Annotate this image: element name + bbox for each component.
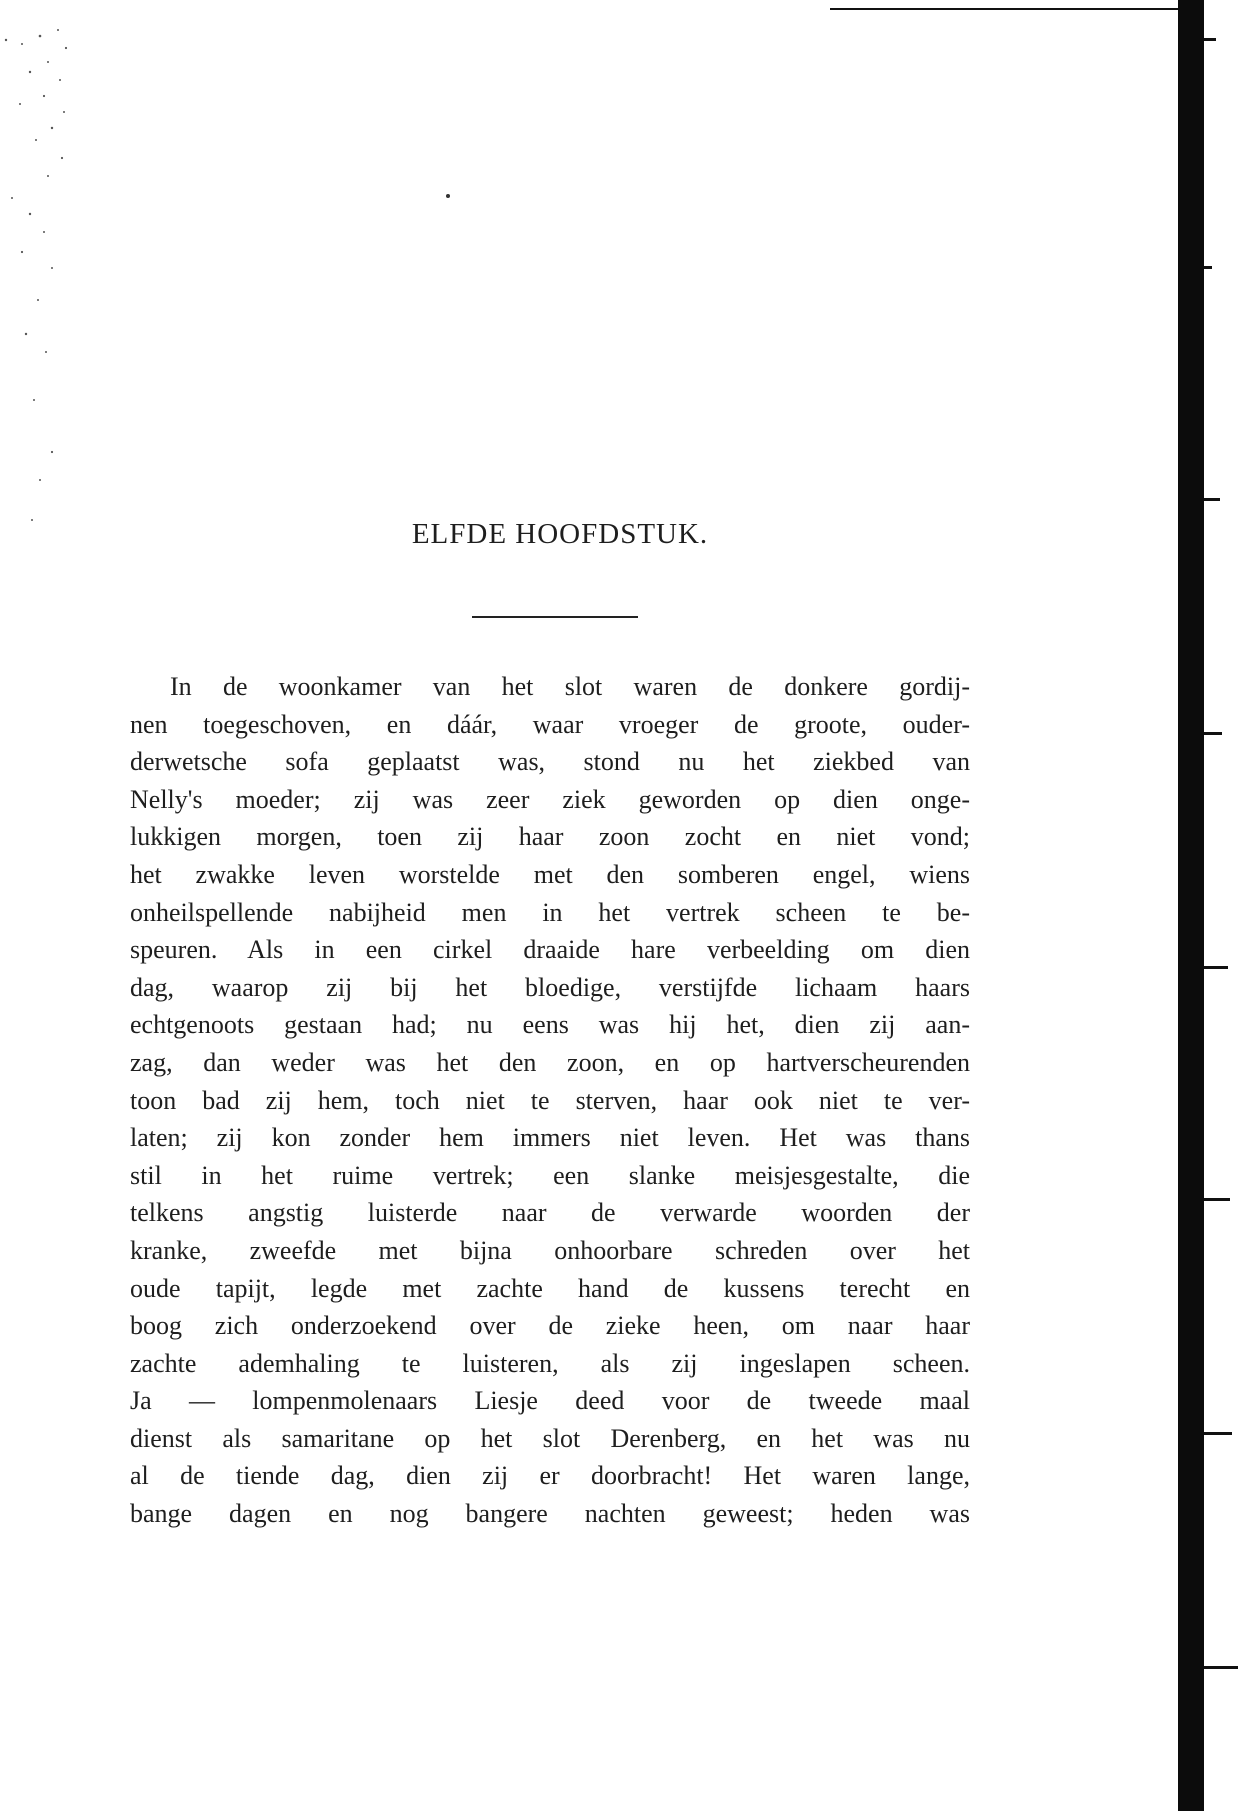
text-line: bange dagen en nog bangere nachten geweest; heden was	[130, 1499, 970, 1529]
text-line: toon bad zij hem, toch niet te sterven, haar ook niet te ver-	[130, 1085, 970, 1115]
text-line: Nelly's moeder; zij was zeer ziek geworden op dien onge-	[130, 784, 970, 814]
text-line: dienst als samaritane op het slot Derenberg, en het was nu	[130, 1423, 970, 1453]
text-line: zachte ademhaling te luisteren, als zij ingeslapen scheen.	[130, 1348, 970, 1378]
edge-mark	[1204, 266, 1212, 269]
edge-mark	[1204, 966, 1228, 969]
page-edge-top-line	[830, 8, 1190, 10]
chapter-paragraph	[130, 668, 970, 1533]
text-line: stil in het ruime vertrek; een slanke meisjesgestalte, die	[130, 1160, 970, 1190]
text-line: kranke, zweefde met bijna onhoorbare schreden over het	[130, 1235, 970, 1265]
text-line: telkens angstig luisterde naar de verwarde woorden der	[130, 1198, 970, 1228]
edge-mark	[1204, 732, 1222, 735]
text-line: zag, dan weder was het den zoon, en op hartverscheurenden	[130, 1047, 970, 1077]
text-line: het zwakke leven worstelde met den somberen engel, wiens	[130, 859, 970, 889]
text-line: echtgenoots gestaan had; nu eens was hij het, dien zij aan-	[130, 1010, 970, 1040]
edge-mark	[1204, 498, 1220, 501]
edge-mark	[1204, 1198, 1230, 1201]
stray-mark	[446, 194, 450, 198]
title-rule	[472, 616, 638, 618]
edge-mark	[1204, 1432, 1232, 1435]
edge-mark	[1204, 1666, 1238, 1669]
text-line: nen toegeschoven, en dáár, waar vroeger de groote, ouder-	[130, 709, 970, 739]
text-line: derwetsche sofa geplaatst was, stond nu het ziekbed van	[130, 747, 970, 777]
scan-speckle	[0, 0, 90, 560]
text-line: speuren. Als in een cirkel draaide hare verbeelding om dien	[130, 935, 970, 965]
text-line: oude tapijt, legde met zachte hand de kussens terecht en	[130, 1273, 970, 1303]
text-line: boog zich onderzoekend over de zieke heen, om naar haar	[130, 1311, 970, 1341]
text-line: dag, waarop zij bij het bloedige, verstijfde lichaam haars	[130, 972, 970, 1002]
text-line: al de tiende dag, dien zij er doorbracht! Het waren lange,	[130, 1461, 970, 1491]
text-line: lukkigen morgen, toen zij haar zoon zocht en niet vond;	[130, 822, 970, 852]
text-line: onheilspellende nabijheid men in het vertrek scheen te be-	[130, 897, 970, 927]
text-line: Ja — lompenmolenaars Liesje deed voor de tweede maal	[130, 1386, 970, 1416]
text-line: laten; zij kon zonder hem immers niet leven. Het was thans	[130, 1123, 970, 1153]
edge-mark	[1204, 38, 1216, 41]
chapter-title: ELFDE HOOFDSTUK.	[411, 518, 709, 550]
text-line: In de woonkamer van het slot waren de donkere gordij-	[170, 672, 970, 701]
page-edge-shadow	[1178, 0, 1204, 1811]
